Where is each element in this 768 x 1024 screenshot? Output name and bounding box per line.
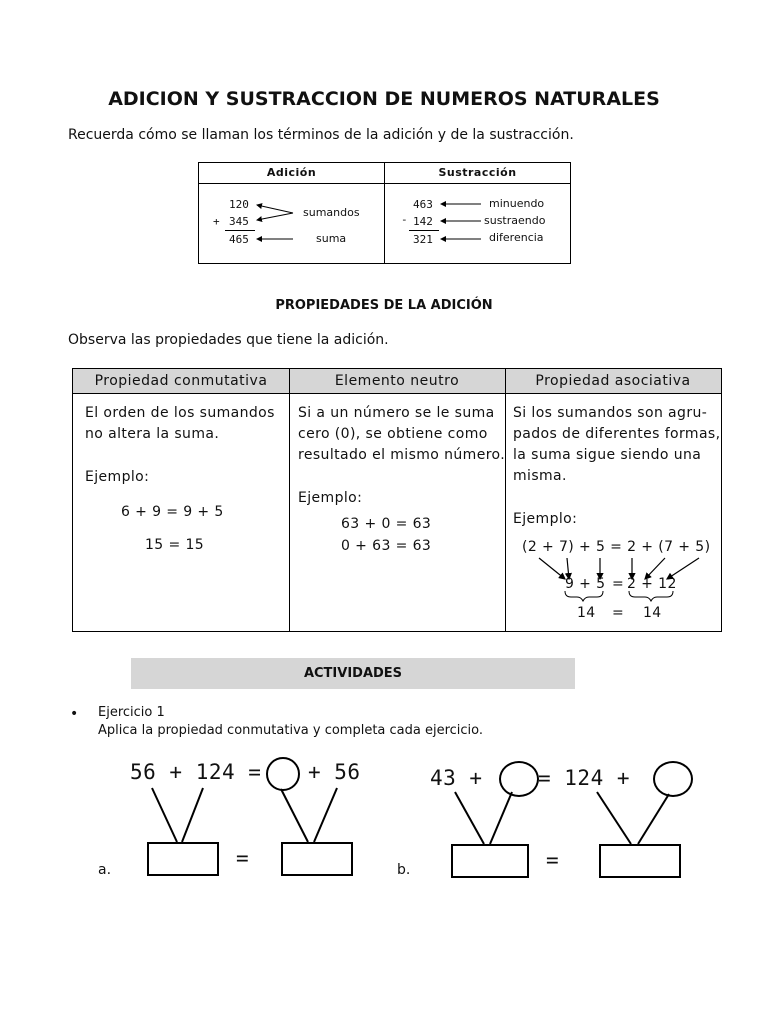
asociativa-example-3-right: 14 [643,605,662,621]
exercise-a-right: + 56 [308,760,361,784]
conmutativa-example-label: Ejemplo: [85,469,150,485]
asociativa-example-2-right: 2 + 12 [627,576,677,592]
exercise-b-mid: = 124 + [538,766,631,790]
exercise-title: Ejercicio 1 [98,705,165,720]
sub-number-1: 463 [413,198,433,211]
add-result: 465 [229,233,249,246]
intro-text: Recuerda cómo se llaman los términos de la adición y de la sustracción. [68,127,574,143]
arrow-sumando-2 [257,213,293,220]
exercise-bullet: • [70,706,79,722]
properties-table [72,368,722,632]
activities-header: ACTIVIDADES [131,658,575,689]
addition-header: Adición [266,166,317,179]
neutro-example-2: 0 + 63 = 63 [341,538,432,554]
exercise-a-circle-input[interactable] [266,757,300,791]
asociativa-line-4: misma. [513,468,567,484]
exercise-a-left: 56 + 124 = [130,760,262,784]
exercise-b-box-1[interactable] [451,844,529,878]
exercise-description: Aplica la propiedad conmutativa y completa cada ejercicio. [98,723,484,738]
neutro-header: Elemento neutro [334,373,460,389]
asociativa-example-3-left: 14 [577,605,596,621]
asociativa-example-3-eq: = [612,605,625,621]
exercise-a-label: a. [98,862,112,878]
page-title: ADICION Y SUSTRACCION DE NUMEROS NATURALES [108,88,660,110]
neutro-line-2: cero (0), se obtiene como [298,426,488,442]
subtraction-header: Sustracción [438,166,517,179]
add-number-2: 345 [229,215,249,228]
add-sign: + [213,215,220,228]
label-diferencia: diferencia [489,231,544,244]
arrow-sumando-1 [257,205,293,213]
exercise-b-circle-input-1[interactable] [499,761,539,797]
asociativa-example-label: Ejemplo: [513,511,578,527]
asociativa-example-1: (2 + 7) + 5 = 2 + (7 + 5) [522,539,711,555]
neutro-example-1: 63 + 0 = 63 [341,516,432,532]
neutro-line-3: resultado el mismo número. [298,447,506,463]
asociativa-line-1: Si los sumandos son agru- [513,405,708,421]
exercise-a-box-2[interactable] [281,842,353,876]
neutro-line-1: Si a un número se le suma [298,405,495,421]
label-sustraendo: sustraendo [484,214,546,227]
exercise-b-box-2[interactable] [599,844,681,878]
label-sumandos: sumandos [303,206,360,219]
observe-text: Observa las propiedades que tiene la adición. [68,332,389,348]
asociativa-example-2-eq: = [612,576,625,592]
properties-title: PROPIEDADES DE LA ADICIÓN [275,298,493,313]
terms-table [198,162,571,264]
sub-sign: - [401,213,408,226]
conmutativa-example-2: 15 = 15 [145,537,205,553]
sub-result: 321 [413,233,433,246]
exercise-a-equals: = [236,846,250,870]
conmutativa-header: Propiedad conmutativa [94,373,268,389]
neutro-example-label: Ejemplo: [298,490,363,506]
exercise-b-circle-input-2[interactable] [653,761,693,797]
asociativa-arrows [505,549,721,609]
add-number-1: 120 [229,198,249,211]
exercise-b-label: b. [397,862,411,878]
exercise-a-box-1[interactable] [147,842,219,876]
label-suma: suma [316,232,347,245]
conmutativa-example-1: 6 + 9 = 9 + 5 [121,504,224,520]
asociativa-line-2: pados de diferentes formas, [513,426,721,442]
label-minuendo: minuendo [489,197,545,210]
exercise-b-equals: = [546,848,560,872]
asociativa-header: Propiedad asociativa [535,373,691,389]
col-divider-1 [289,369,290,631]
asociativa-line-3: la suma sigue siendo una [513,447,702,463]
conmutativa-line-1: El orden de los sumandos [85,405,275,421]
conmutativa-line-2: no altera la suma. [85,426,220,442]
asociativa-example-2-left: 9 + 5 [565,576,606,592]
terms-arrows [199,163,570,263]
exercise-b-left: 43 + [430,766,483,790]
sub-number-2: 142 [413,215,433,228]
